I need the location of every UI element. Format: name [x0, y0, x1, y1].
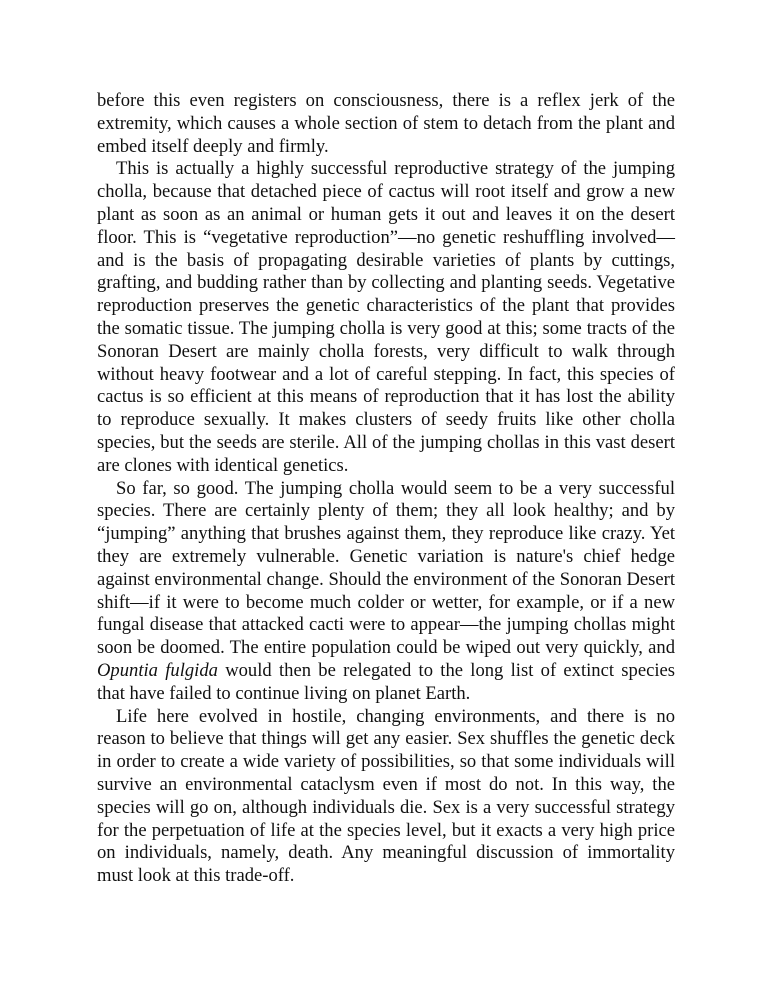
paragraph-2-text: This is actually a highly successful reproductive strategy of the jumping cholla, because that detached piece of cactus will root itself and grow a new plant as soon as an animal or human gets it out and leaves it on the desert floor. This is “vegetative reproduction”—no genetic reshuffling involved—and is the basis of propagating desirable varieties of plants by cuttings, grafting, and budding rather than by collecting and planting seeds. Vegetative reproduction preserves the genetic characteristics of the plant that provides the somatic tissue. The jumping cholla is very good at this; some tracts of the Sonoran Desert are mainly cholla forests, very difficult to walk through without heavy footwear and a lot of careful stepping. In fact, this species of cactus is so efficient at this means of reproduction that it has lost the ability to reproduce sexually. It makes clusters of seedy fruits like other cholla species, but the seeds are sterile. All of the jumping chollas in this vast desert are clones with identical genetics.	[97, 158, 675, 476]
paragraph-3-text-a: So far, so good. The jumping cholla would seem to be a very successful species. There are certainly plenty of them; they all look healthy; and by “jumping” anything that brushes against them, they reproduce like crazy. Yet they are extremely vulnerable. Genetic variation is nature's chief hedge against environmental change. Should the environment of the Sonoran Desert shift—if it were to become much colder or wetter, for example, or if a new fungal disease that attacked cacti were to appear—the jumping chollas might soon be doomed. The entire population could be wiped out very quickly, and	[97, 477, 675, 659]
species-name-italic: Opuntia fulgida	[97, 659, 218, 681]
paragraph-2	[97, 158, 675, 477]
paragraph-1-text: before this even registers on consciousness, there is a reflex jerk of the extremity, which causes a whole section of stem to detach from the plant and embed itself deeply and firmly.	[97, 90, 675, 157]
paragraph-1	[97, 90, 675, 158]
paragraph-3	[97, 478, 675, 706]
page-body	[97, 90, 675, 888]
paragraph-4-text: Life here evolved in hostile, changing environments, and there is no reason to believe that things will get any easier. Sex shuffles the genetic deck in order to create a wide variety of possibilities, so that some individuals will survive an environmental cataclysm even if most do not. In this way, the species will go on, although individuals die. Sex is a very successful strategy for the perpetuation of life at the species level, but it exacts a very high price on individuals, namely, death. Any meaningful discussion of immortality must look at this trade-off.	[97, 705, 675, 887]
paragraph-3-text-b: would then be relegated to the long list of extinct species that have failed to continue living on planet Earth.	[97, 659, 675, 704]
paragraph-4	[97, 706, 675, 888]
